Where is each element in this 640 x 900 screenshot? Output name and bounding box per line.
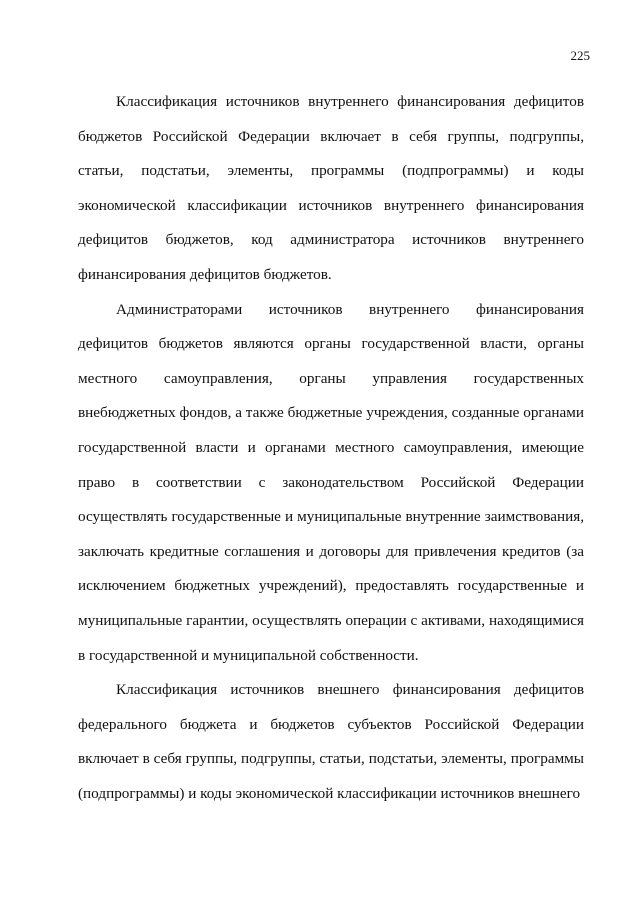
paragraph-internal-financing-classification: Классификация источников внутреннего финансирования дефицитов бюджетов Российской Федерации включает в себя группы, подгруппы, статьи, подстатьи, элементы, программы (подпрограммы) и коды экономической классификации источников внутреннего финансирования дефицитов бюджетов, код администратора источников внутреннего финансирования дефицитов бюджетов.	[78, 93, 584, 283]
paragraph-internal-financing-administrators: Администраторами источников внутреннего финансирования дефицитов бюджетов являются органы государственной власти, органы местного самоуправления, органы управления государственных внебюджетных фондов, а также бюджетные учреждения, созданные органами государственной власти и органами местного самоуправления, имеющие право в соответствии с законодательством Российской Федерации осуществлять государственные и муниципальные внутренние заимствования, заключать кредитные соглашения и договоры для привлечения кредитов (за исключением бюджетных учреждений), предоставлять государственные и муниципальные гарантии, осуществлять операции с активами, находящимися в государственной и муниципальной собственности.	[78, 300, 584, 664]
body-text	[78, 85, 584, 811]
page-number: 225	[570, 48, 590, 63]
paragraph-external-financing-classification: Классификация источников внешнего финансирования дефицитов федерального бюджета и бюджетов субъектов Российской Федерации включает в себя группы, подгруппы, статьи, подстатьи, элементы, программы (подпрограммы) и коды экономической классификации источников внешнего	[78, 681, 584, 802]
